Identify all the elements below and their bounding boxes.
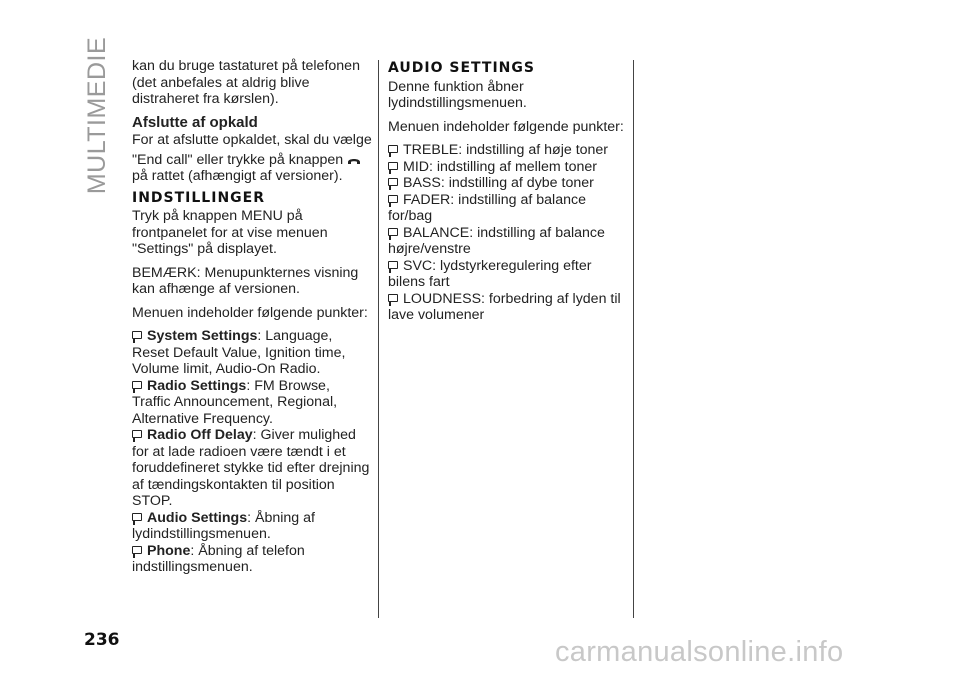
list-item (388, 291, 628, 324)
section-label-text: MULTIMEDIE (83, 36, 112, 194)
column-divider (633, 60, 634, 618)
audio-list (388, 142, 628, 324)
item-term: System Settings (147, 328, 258, 344)
section-side-label (83, 36, 112, 194)
item-text: MID: indstilling af mellem toner (403, 158, 597, 175)
item-term: Radio Off Delay (147, 427, 253, 443)
end-call-heading: Afslutte af opkald (132, 113, 258, 131)
bullet-icon (388, 228, 398, 236)
settings-paragraph-1: Tryk på knappen MENU på frontpanelet for at vise menuen "Settings" på displayet. (132, 208, 328, 257)
bullet-icon (388, 162, 398, 170)
end-call-line2: "End call" eller trykke på knappen (132, 151, 344, 168)
end-call-line1: For at afslutte opkaldet, skal du vælge (132, 132, 372, 148)
item-text: BALANCE: indstilling af balance højre/venstre (388, 224, 605, 257)
bullet-icon (132, 546, 142, 554)
list-item (388, 175, 628, 192)
phone-hangup-icon (347, 156, 361, 165)
audio-settings-heading: AUDIO SETTINGS (388, 60, 535, 76)
bullet-icon (388, 178, 398, 186)
settings-paragraph-3: Menuen indeholder følgende punkter: (132, 304, 368, 321)
list-item (132, 378, 372, 428)
list-item (388, 142, 628, 159)
audio-paragraph-2: Menuen indeholder følgende punkter: (388, 118, 624, 135)
item-text: BASS: indstilling af dybe toner (403, 175, 594, 191)
bullet-icon (132, 513, 142, 521)
bullet-icon (132, 430, 142, 438)
item-desc: : FM Browse, Traffic Announcement, Regional, Alternative Frequency. (132, 377, 338, 427)
item-text: TREBLE: indstilling af høje toner (403, 142, 609, 158)
settings-heading: INDSTILLINGER (132, 189, 265, 206)
item-desc: : Åbning af lydindstillingsmenuen. (132, 509, 315, 542)
list-item (132, 510, 372, 543)
list-item (388, 225, 628, 258)
settings-paragraph-2: BEMÆRK: Menupunkternes visning kan afhænge af versionen. (132, 264, 359, 297)
bullet-icon (388, 195, 398, 203)
bullet-icon (132, 331, 142, 339)
watermark: carmanualsonline.info (555, 636, 844, 668)
list-item (388, 192, 628, 225)
settings-list (132, 328, 372, 576)
item-text: FADER: indstilling af balance for/bag (388, 191, 586, 224)
end-call-line3: på rattet (afhængigt af versioner). (132, 168, 343, 184)
list-item (132, 328, 372, 378)
end-call-paragraph-2 (132, 152, 372, 185)
bullet-icon (132, 381, 142, 389)
item-desc: : Giver mulighed for at lade radioen være tændt i et foruddefineret stykke tid efter drejning af tændingskontakten til position STOP. (132, 427, 370, 509)
item-term: Radio Settings (147, 377, 247, 394)
list-item (132, 427, 372, 510)
bullet-icon (388, 261, 398, 269)
end-call-paragraph (132, 132, 372, 149)
left-column (132, 58, 372, 576)
list-item (132, 543, 372, 576)
middle-column (388, 58, 628, 324)
item-text: SVC: lydstyrkeregulering efter bilens fart (388, 257, 592, 290)
bullet-icon (388, 145, 398, 153)
list-item (388, 159, 628, 176)
item-term: Phone (147, 542, 191, 559)
intro-paragraph: kan du bruge tastaturet på telefonen (det anbefales at aldrig blive distraheret fra kørslen). (132, 58, 360, 107)
page-number: 236 (84, 630, 120, 650)
item-term: Audio Settings (147, 509, 248, 526)
item-desc: : Åbning af telefon indstillingsmenuen. (132, 542, 305, 575)
item-desc: : Language, Reset Default Value, Ignition time, Volume limit, Audio-On Radio. (132, 328, 346, 377)
list-item (388, 258, 628, 291)
bullet-icon (388, 294, 398, 302)
column-divider (378, 60, 379, 618)
audio-paragraph-1: Denne funktion åbner lydindstillingsmenuen. (388, 78, 527, 111)
item-text: LOUDNESS: forbedring af lyden til lave volumener (388, 290, 621, 323)
